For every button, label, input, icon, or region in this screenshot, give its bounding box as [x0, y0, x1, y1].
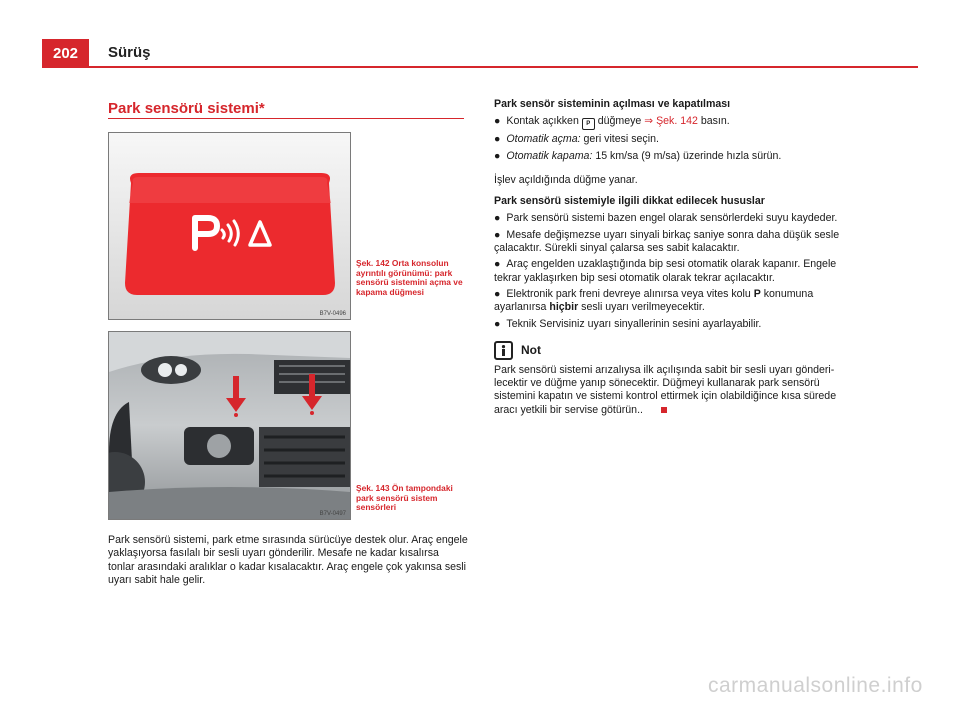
section-title: Park sensörü sistemi*	[108, 100, 265, 117]
list-item: ● Mesafe değişmezse uyarı sinyali birkaç saniye sonra daha düşük sesle çalacaktır. Sürekli sinyal çalarsa ses sabit kalacaktır.	[494, 228, 840, 255]
figure-bumper-sensors	[108, 331, 351, 520]
subheading: Park sensör sisteminin açılması ve kapatılması	[494, 98, 731, 110]
list-item: ● Park sensörü sistemi bazen engel olarak sensörlerdeki suyu kaydeder.	[494, 212, 838, 225]
watermark: carmanualsonline.info	[708, 674, 923, 697]
figure-code: B7V-0496	[319, 311, 346, 317]
figure-park-button	[108, 132, 351, 320]
list-item: ● Otomatik kapama: 15 km/sa (9 m/sa) üzerinde hızla sürün.	[494, 149, 782, 162]
figure-caption: Şek. 143 Ön tampondaki park sensörü sistem sensörleri	[356, 483, 453, 513]
list-item: ● Araç engelden uzaklaştığında bip sesi otomatik olarak kapanır. Engele tekrar yaklaşırken bip sesi otomatik olarak tekrar açılacaktır.	[494, 258, 837, 284]
figure-reference-link[interactable]: ⇒ Şek. 142	[644, 115, 698, 128]
info-icon	[494, 341, 513, 360]
right-column	[494, 98, 854, 417]
list-item: ● Teknik Servisiniz uyarı sinyallerinin sesini ayarlayabilir.	[494, 317, 762, 330]
park-button-illustration	[109, 133, 350, 319]
chapter-title: Sürüş	[108, 44, 151, 61]
note-header	[494, 341, 854, 360]
list-item: ● Kontak açıkken P düğmeye ⇒ Şek. 142 basın.	[494, 115, 854, 130]
page-number-badge: 202	[42, 39, 89, 67]
figure-caption: Şek. 142 Orta konsolun ayrıntılı görünümü: park sensörü sistemini açma ve kapama düğmesi	[356, 258, 463, 297]
note-text: Park sensörü sistemi arızalıysa ilk açılışında sabit bir sesli uyarı gönderilecektir ve düğme yanıp sönecektir. Düğmeyi kullanarak park sensörü sistemini kapatın ve sistemi kontrol ettirmek için olabildiğince kısa sürede aracı yetkili bir servise götürün..	[494, 363, 837, 416]
figure-code: B7V-0497	[319, 511, 346, 517]
section-rule	[108, 118, 464, 119]
subheading: Park sensörü sistemiyle ilgili dikkat edilecek hususlar	[494, 195, 765, 208]
park-key-icon: P	[582, 118, 595, 130]
list-item: ● Otomatik açma: geri vitesi seçin.	[494, 133, 659, 146]
header-rule	[42, 66, 918, 68]
bumper-illustration	[109, 332, 350, 519]
note-title: Not	[521, 342, 541, 357]
end-of-section-mark	[661, 407, 667, 413]
list-item: ● Elektronik park freni devreye alınırsa veya vites kolu P konumuna ayarlanırsa hiçbir sesli uyarı verilmeyecektir.	[494, 287, 814, 314]
intro-paragraph: Park sensörü sistemi, park etme sırasında sürücüye destek olur. Araç engele yaklaşıyorsa fasılalı bir sesli uyarı gönderilir. Mesafe ne kadar kısalırsa tonlar arasındaki aralıklar o kadar kısalacaktır. Araç engele çok yakınsa sesli uyarı sabit hale gelir.	[108, 534, 468, 586]
paragraph: İşlev açıldığında düğme yanar.	[494, 173, 638, 186]
